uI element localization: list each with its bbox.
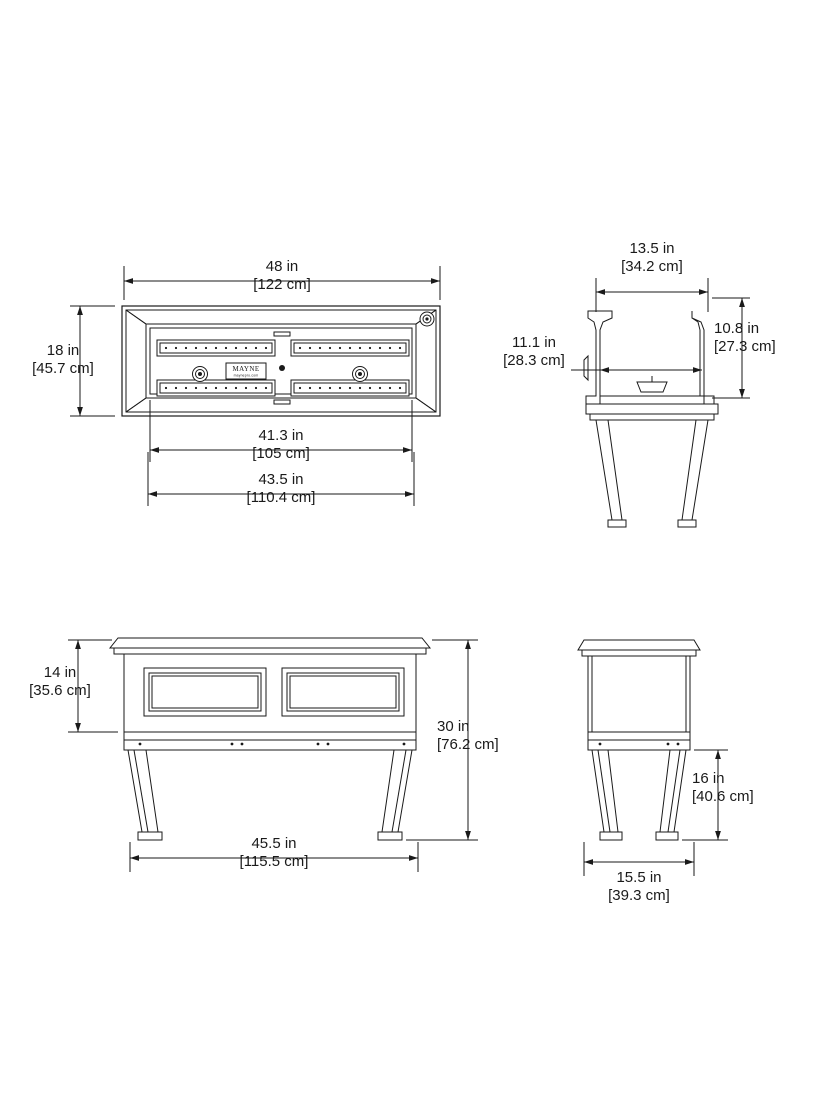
dimension-value-inches: 10.8 in [714, 320, 760, 337]
dimension-value-metric: [34.2 cm] [621, 258, 683, 275]
dimension-value-metric: [39.3 cm] [608, 887, 670, 904]
section-view-geometry [584, 311, 718, 527]
dimension-section-inner-width [489, 334, 579, 370]
dimension-value-inches: 43.5 in [258, 471, 304, 488]
dimension-value-inches: 18 in [46, 342, 80, 359]
dimension-value-inches: 14 in [43, 664, 77, 681]
dimension-value-inches: 45.5 in [251, 835, 297, 852]
dimension-value-inches: 48 in [265, 258, 299, 275]
dimension-value-inches: 11.1 in [512, 334, 556, 351]
dimension-value-metric: [45.7 cm] [32, 360, 94, 377]
dimension-value-inches: 30 in [437, 718, 470, 735]
dimension-value-metric: [105 cm] [252, 445, 310, 462]
dimension-side-leg-height [692, 770, 802, 806]
dimension-front-overall-width [214, 835, 334, 871]
dimension-value-inches: 15.5 in [616, 869, 662, 886]
dimension-top-overall-depth [8, 342, 118, 378]
dimension-value-metric: [40.6 cm] [692, 788, 754, 805]
dimension-value-inches: 13.5 in [629, 240, 675, 257]
dimension-top-body-width [221, 471, 341, 507]
dimension-value-metric: [27.3 cm] [714, 338, 776, 355]
svg-text:maynepro.com: maynepro.com [233, 373, 259, 378]
dimension-value-metric: [28.3 cm] [503, 352, 565, 369]
svg-text:MAYNE: MAYNE [232, 365, 260, 373]
dimension-value-inches: 16 in [692, 770, 725, 787]
dimension-value-metric: [115.5 cm] [239, 853, 309, 870]
dimension-section-top-opening [592, 240, 712, 276]
dimension-value-metric: [76.2 cm] [437, 736, 499, 753]
dimension-value-metric: [110.4 cm] [246, 489, 316, 506]
dimension-value-metric: [122 cm] [253, 276, 311, 293]
dimension-top-overall-width [222, 258, 342, 294]
side-view-geometry [578, 640, 700, 840]
dimension-value-metric: [35.6 cm] [29, 682, 91, 699]
dimension-front-overall-height [437, 718, 547, 754]
dimension-side-overall-width [579, 869, 699, 905]
top-view-geometry [122, 306, 440, 416]
front-view-geometry [110, 638, 430, 840]
dimension-top-inner-width [221, 427, 341, 463]
dimension-value-inches: 41.3 in [258, 427, 304, 444]
dimension-section-interior-depth [714, 320, 824, 356]
dimension-front-box-height [6, 664, 114, 700]
